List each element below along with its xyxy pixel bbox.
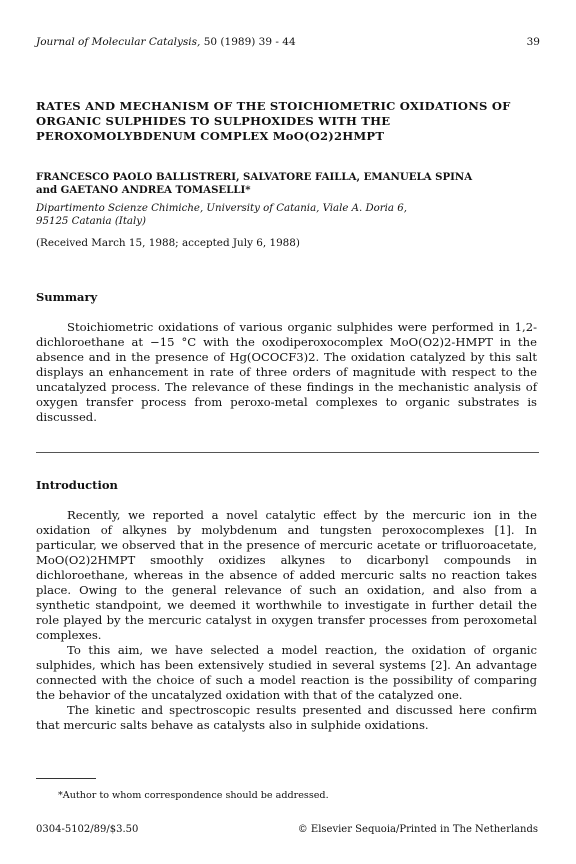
footnote-divider xyxy=(36,778,96,779)
running-header xyxy=(36,36,540,48)
author-list xyxy=(36,171,546,197)
footer-code: 0304-5102/89/$3.50 xyxy=(36,824,139,835)
introduction-body xyxy=(36,508,537,733)
affiliation-line-2: 95125 Catania (Italy) xyxy=(36,216,146,227)
article-title: RATES AND MECHANISM OF THE STOICHIOMETRIC OXIDATIONS OF ORGANIC SULPHIDES TO SULPHOXIDES WITH THE PEROXOMOLYBDENUM COMPLEX MoO(O2)2HMPT xyxy=(36,99,511,143)
footer-publisher: © Elsevier Sequoia/Printed in The Netherlands xyxy=(297,824,538,835)
authors-line-1: FRANCESCO PAOLO BALLISTRERI, SALVATORE FAILLA, EMANUELA SPINA xyxy=(36,171,473,183)
received-dates: (Received March 15, 1988; accepted July 6, 1988) xyxy=(36,237,300,249)
summary-text: Stoichiometric oxidations of various organic sulphides were performed in 1,2-dichloroethane at −15 °C with the oxodiperoxocomplex MoO(O2)2-HMPT in the absence and in the presence of Hg(OCOCF3)2. The oxidation catalyzed by this salt displays an enhancement in rate of three orders of magnitude with respect to the uncatalyzed process. The relevance of these findings in the mechanistic analysis of oxygen transfer process from peroxo-metal complexes to organic substrates is discussed. xyxy=(36,320,537,424)
intro-paragraph-3: The kinetic and spectroscopic results presented and discussed here confirm that mercuric salts behave as catalysts also in sulphide oxidations. xyxy=(36,703,537,732)
journal-citation: 50 (1989) 39 - 44 xyxy=(203,36,296,48)
summary-paragraph xyxy=(36,320,537,425)
introduction-heading: Introduction xyxy=(36,478,118,492)
page-number: 39 xyxy=(526,36,540,48)
intro-paragraph-2: To this aim, we have selected a model reaction, the oxidation of organic sulphides, which has been extensively studied in several systems [2]. An advantage connected with the choice of such a model reaction is the possibility of comparing the behavior of the uncatalyzed oxidation with that of the catalyzed one. xyxy=(36,643,537,702)
intro-paragraph-1: Recently, we reported a novel catalytic effect by the mercuric ion in the oxidation of alkynes by molybdenum and tungsten peroxocomplexes [1]. In particular, we observed that in the presence of mercuric acetate or trifluoroacetate, MoO(O2)2HMPT smoothly oxidizes alkynes to dicarbonyl compounds in dichloroethane, whereas in the absence of added mercuric salts no reaction takes place. Owing to the general relevance of such an oxidation, and also from a synthetic standpoint, we deemed it worthwhile to investigate in further detail the role played by the mercuric catalyst in oxygen transfer processes from peroxometal complexes. xyxy=(36,508,537,642)
journal-name: Journal of Molecular Catalysis, xyxy=(36,36,201,48)
affiliation xyxy=(36,202,546,228)
summary-heading: Summary xyxy=(36,290,98,304)
authors-line-2: and GAETANO ANDREA TOMASELLI* xyxy=(36,184,251,196)
affiliation-line-1: Dipartimento Scienze Chimiche, University of Catania, Viale A. Doria 6, xyxy=(36,203,407,214)
section-divider xyxy=(36,452,539,453)
footnote: *Author to whom correspondence should be addressed. xyxy=(58,790,329,801)
